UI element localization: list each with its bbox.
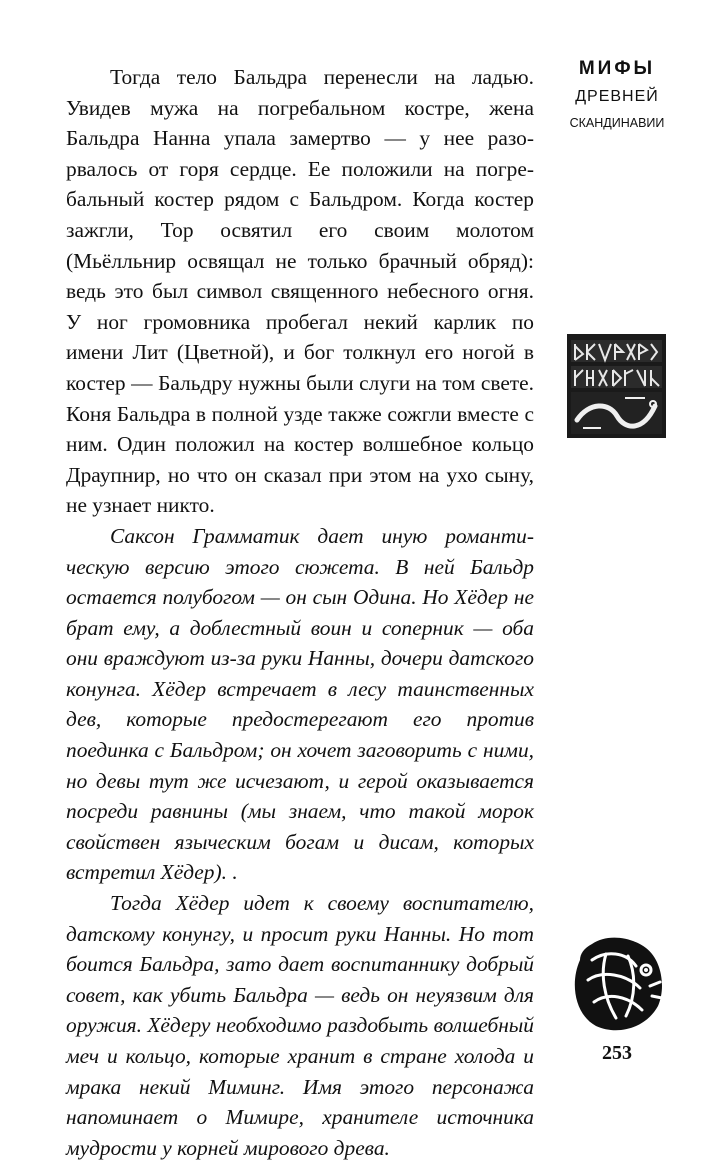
page-number: 253: [602, 1042, 632, 1064]
rune-carving-icon: [565, 332, 668, 440]
paragraph-2: Саксон Грамматик дает иную романтическую версию этого сюжета. В ней Бальдр остается полубогом — он сын Одина. Но Хёдер не брат ему, а доблестный воин и соперник — оба они враждуют из-за руки Нанны, дочери датского конунга. Хёдер встречает в лесу таинственных дев, которые предостерегают его против поединка с Бальдром; он хочет заговорить с ними, но девы тут же исчезают, и герой оказывается посреди равнины (мы знаем, что такой морок свойствен языческим богам и дисам, которых встретил Хёдер). .: [66, 523, 534, 885]
paragraph-1: Тогда тело Бальдра перенесли на ладью. Увидев мужа на погребальном костре, жена Бальдра Нанна упала замертво — у нее разорвалось от горя сердце. Ее положили на погребальный костер рядом с Бальдром. Когда костер зажгли, Тор освятил его своим молотом (Мьёлльнир освящал не только брачный обряд): ведь это был символ священного небесного огня. У ног громовника пробегал некий карлик по имени Лит (Цветной), и бог толкнул его ногой в костер — Бальдру нужны были слуги на том свете. Коня Бальдра в полной узде также сожгли вместе с ним. Один положил на костер волшебное кольцо Драупнир, но что он сказал при этом на ухо сыну, не узнает никто.: [66, 65, 534, 518]
page-body: [66, 62, 534, 1163]
running-head: [562, 54, 672, 136]
knot-beast-icon: [566, 930, 666, 1034]
paragraph-3: Тогда Хёдер идет к своему воспитателю, датскому конунгу, и просит руки Нанны. Но тот боится Бальдра, зато дает воспитаннику добрый совет, как убить Бальдра — ведь он неуязвим для оружия. Хёдеру необходимо раздобыть волшебный меч и кольцо, которые хранит в стране холода и мрака некий Миминг. Имя этого персонажа напоминает о Мимире, хранителе источника мудрости у корней мирового древа.: [66, 891, 534, 1160]
running-head-title: МИФЫ: [578, 58, 656, 79]
running-head-subtitle: ДРЕВНЕЙ: [575, 88, 659, 105]
running-head-region: СКАНДИНАВИИ: [569, 116, 665, 130]
